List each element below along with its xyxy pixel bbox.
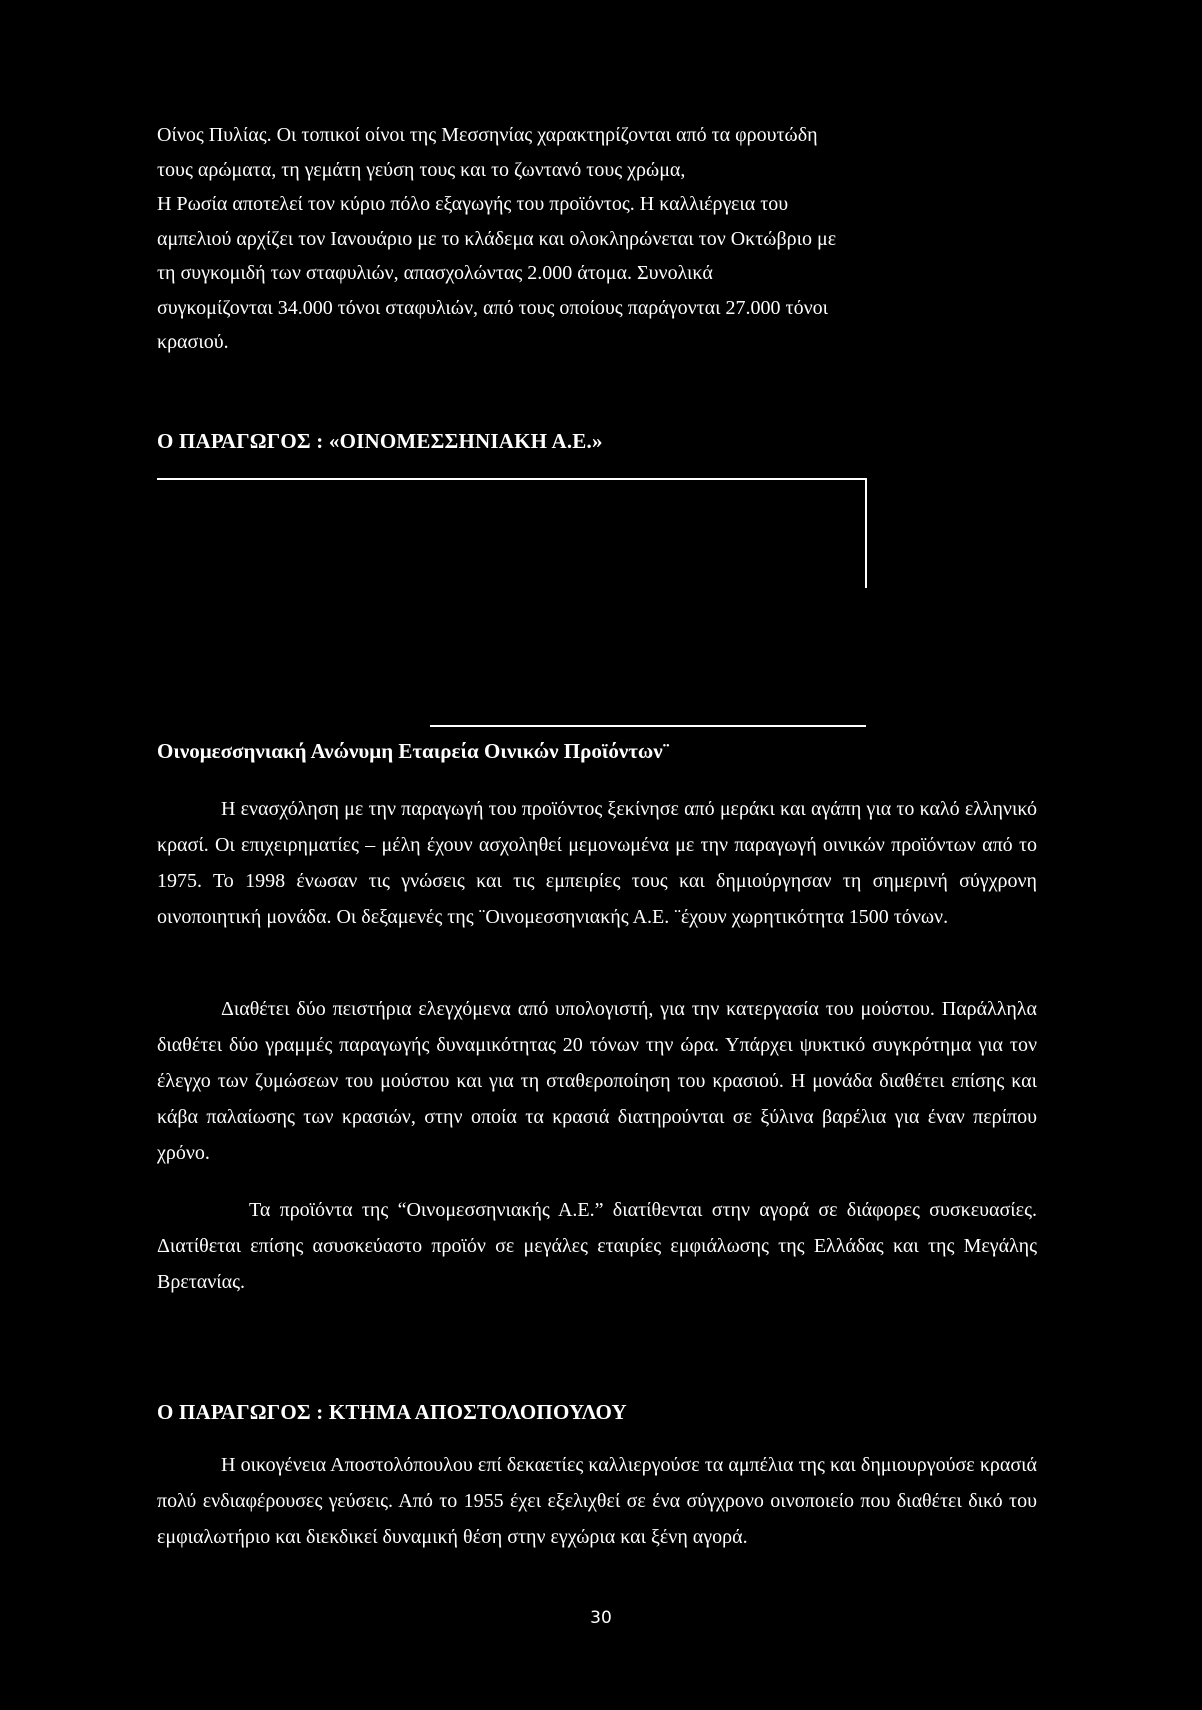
intro-line: Οίνος Πυλίας. Οι τοπικοί οίνοι της Μεσσηνίας χαρακτηρίζονται από τα φρουτώδη <box>157 124 818 146</box>
section1-para2 <box>157 991 1037 1171</box>
section1-para1-text: Η ενασχόληση με την παραγωγή του προϊόντος ξεκίνησε από μεράκι και αγάπη για το καλό ελληνικό κρασί. Οι επιχειρηματίες – μέλη έχουν ασχοληθεί μεμονωμένα με την παραγωγή οινικών προϊόντων από το 1975. Το 1998 ένωσαν τις γνώσεις και τις εμπειρίες τους και δημιούργησαν τη σημερινή σύγχρονη οινοποιητική μονάδα. Οι δεξαμενές της ¨Οινομεσσηνιακής Α.Ε. ¨έχουν χωρητικότητα 1500 τόνων. <box>157 798 1037 928</box>
frame-right-line <box>865 478 867 588</box>
intro-line: αμπελιού αρχίζει τον Ιανουάριο με το κλάδεμα και ολοκληρώνεται τον Οκτώβριο με <box>157 227 837 250</box>
intro-line: τους αρώματα, τη γεμάτη γεύση τους και το ζωντανό τους χρώμα, <box>157 158 686 181</box>
intro-line: Η Ρωσία αποτελεί τον κύριο πόλο εξαγωγής του προϊόντος. Η καλλιέργεια του <box>157 193 789 215</box>
section2-para1 <box>157 1447 1037 1555</box>
section1-heading: Ο ΠΑΡΑΓΩΓΟΣ : «ΟΙΝΟΜΕΣΣΗΝΙΑΚΗ Α.Ε.» <box>157 429 603 453</box>
section1-para1 <box>157 791 1037 935</box>
section1-para3 <box>157 1192 1037 1300</box>
intro-line: κρασιού. <box>157 331 229 353</box>
intro-paragraph <box>157 118 1037 360</box>
section2-heading: Ο ΠΑΡΑΓΩΓΟΣ : ΚΤΗΜΑ ΑΠΟΣΤΟΛΟΠΟΥΛΟΥ <box>157 1400 627 1424</box>
intro-line: συγκομίζονται 34.000 τόνοι σταφυλιών, από τους οποίους παράγονται 27.000 τόνοι <box>157 296 828 319</box>
frame-bottom-line <box>430 725 866 727</box>
intro-line: τη συγκομιδή των σταφυλιών, απασχολώντας 2.000 άτομα. Συνολικά <box>157 262 713 284</box>
frame-top-line <box>157 478 867 480</box>
section1-para3-text: Τα προϊόντα της “Οινομεσσηνιακής Α.Ε.” διατίθενται στην αγορά σε διάφορες συσκευασίες. Διατίθεται επίσης ασυσκεύαστο προϊόν σε μεγάλες εταιρίες εμφιάλωσης της Ελλάδας και της Μεγάλης Βρετανίας. <box>157 1199 1037 1293</box>
section2-para1-text: Η οικογένεια Αποστολόπουλου επί δεκαετίες καλλιεργούσε τα αμπέλια της και δημιουργούσε κρασιά πολύ ενδιαφέρουσες γεύσεις. Από το 1955 έχει εξελιχθεί σε ένα σύγχρονο οινοποιείο που διαθέτει δικό του εμφιαλωτήριο και διεκδικεί δυναμική θέση στην εγχώρια και ξένη αγορά. <box>157 1454 1037 1548</box>
section1-para2-text: Διαθέτει δύο πειστήρια ελεγχόμενα από υπολογιστή, για την κατεργασία του μούστου. Παράλληλα διαθέτει δύο γραμμές παραγωγής δυναμικότητας 20 τόνων την ώρα. Υπάρχει ψυκτικό συγκρότημα για τον έλεγχο των ζυμώσεων του μούστου και για τη σταθεροποίηση του κρασιού. Η μονάδα διαθέτει επίσης και κάβα παλαίωσης των κρασιών, στην οποία τα κρασιά διατηρούνται σε ξύλινα βαρέλια για έναν περίπου χρόνο. <box>157 998 1037 1164</box>
company-name: Οινομεσσηνιακή Ανώνυμη Εταιρεία Οινικών Προϊόντων¨ <box>157 739 670 763</box>
page-number: 30 <box>590 1608 612 1628</box>
